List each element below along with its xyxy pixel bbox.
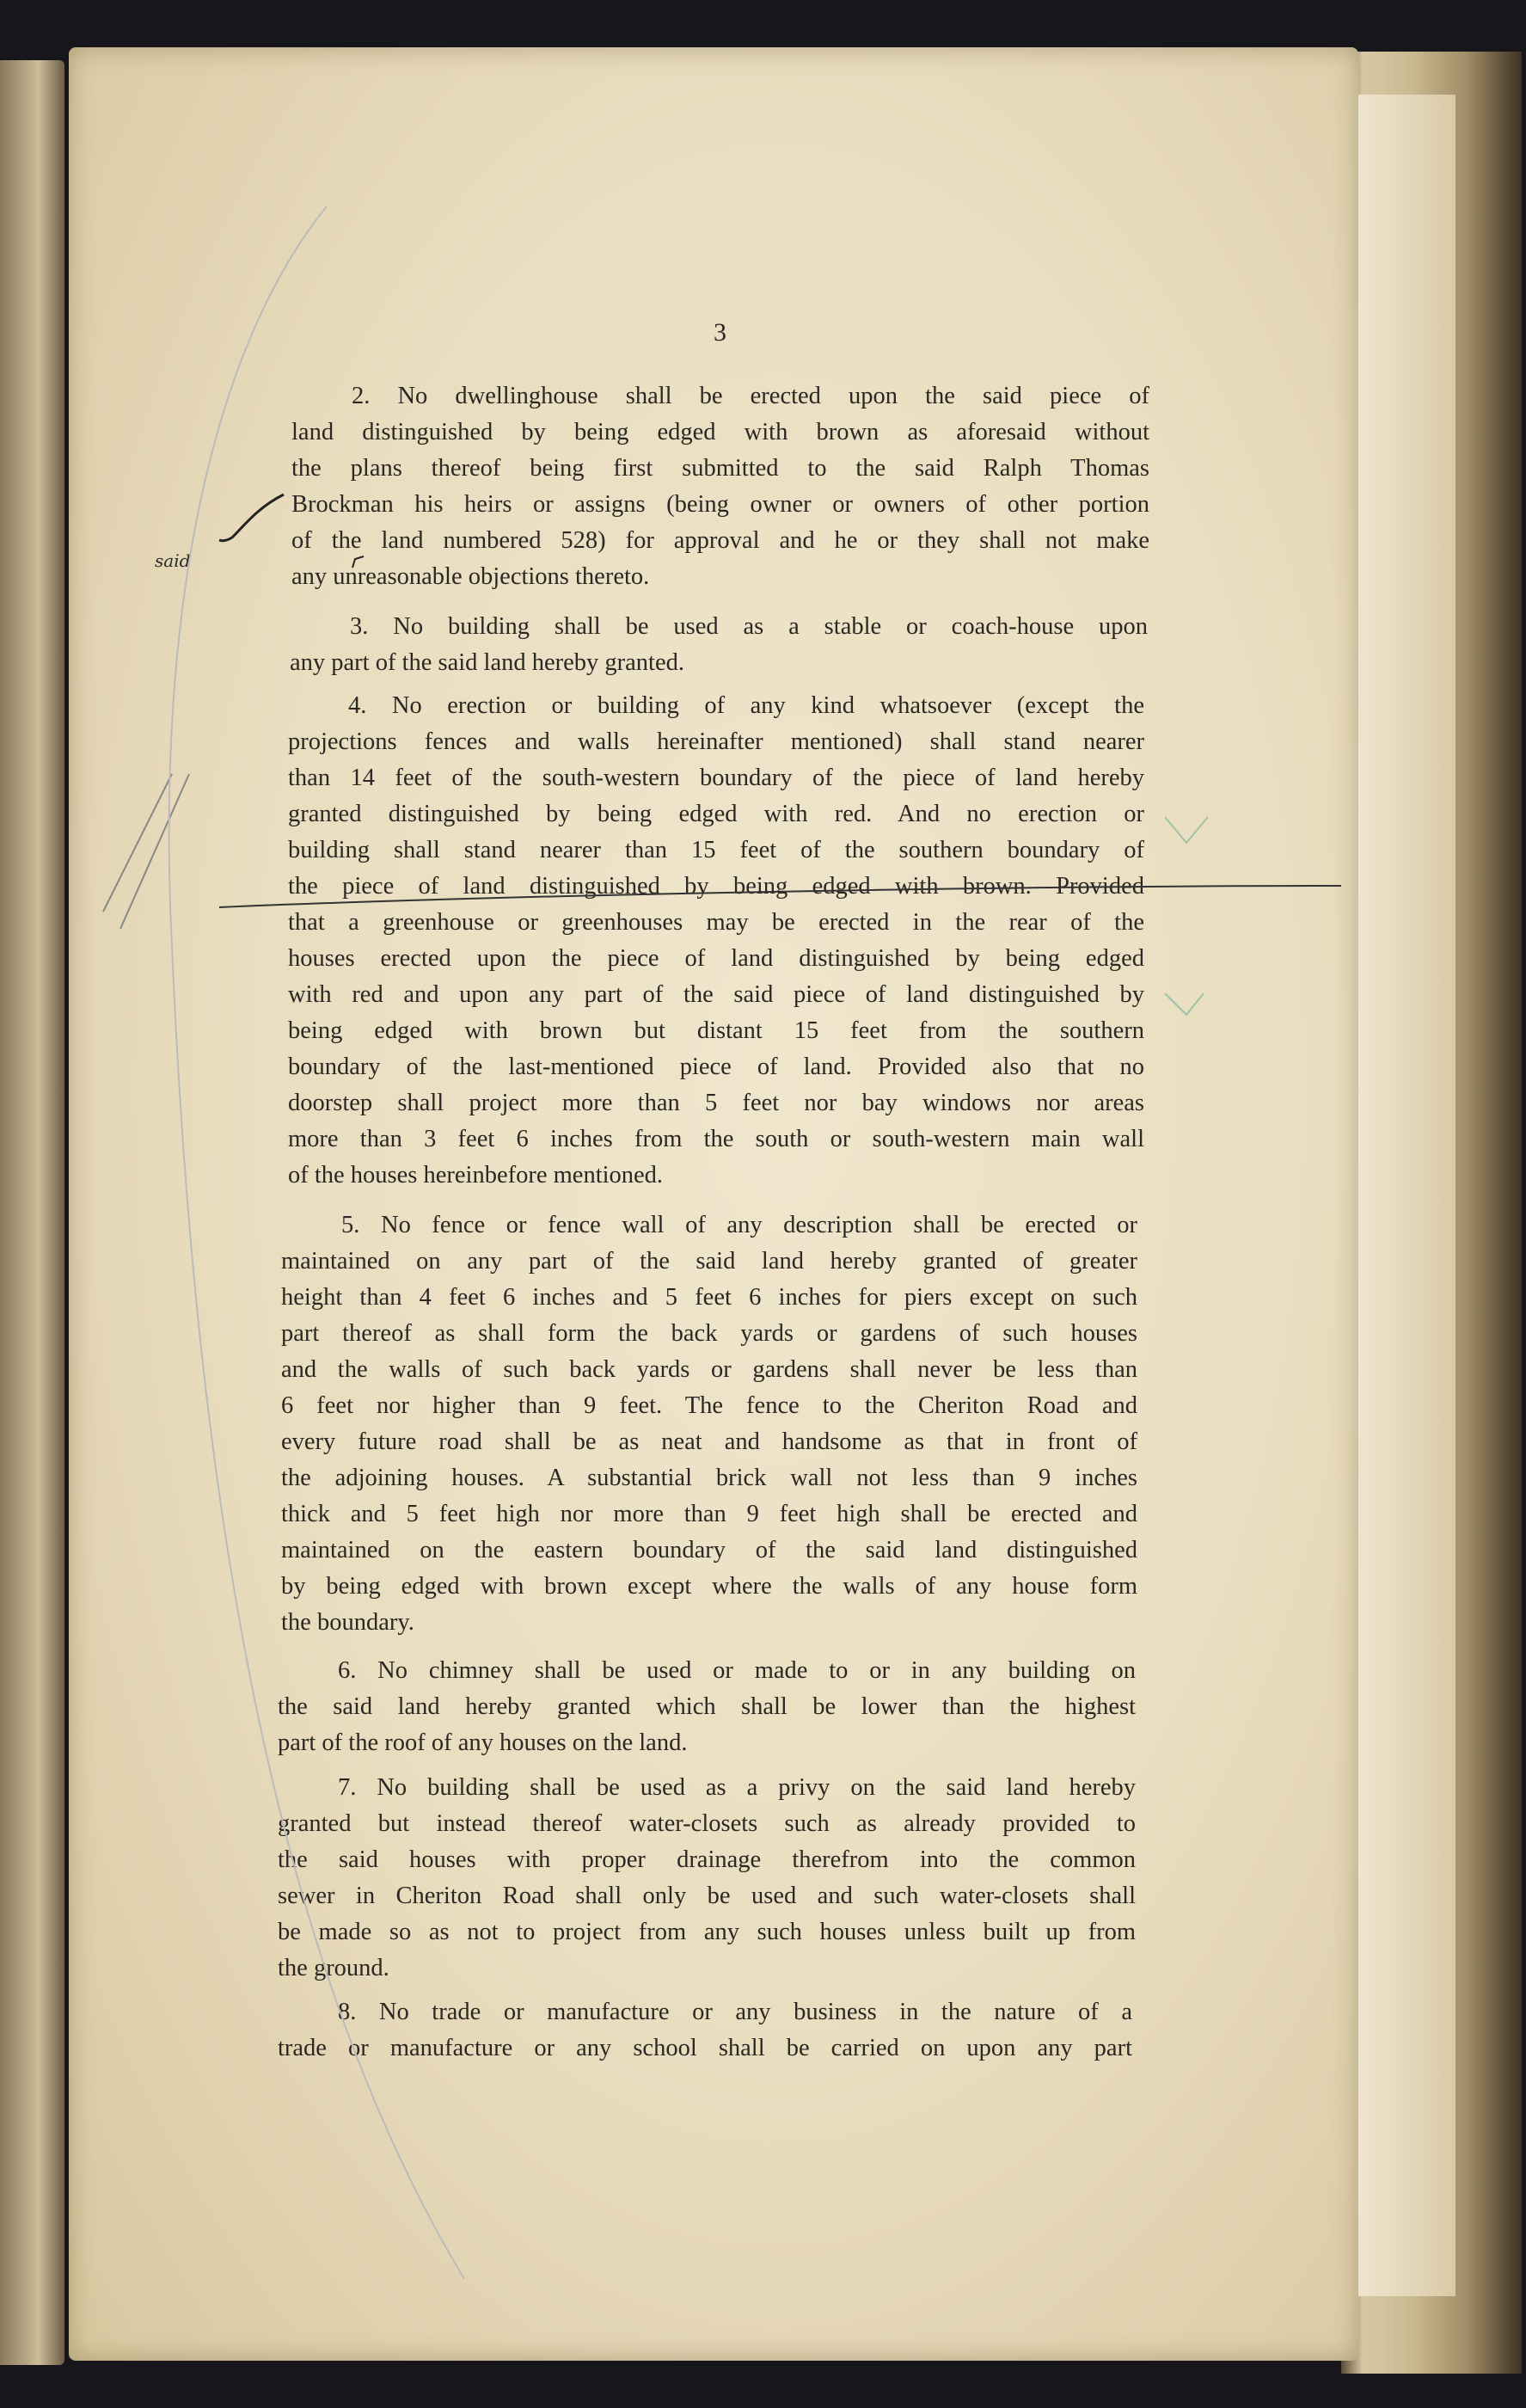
text-line: trade or manufacture or any school shall be carried on upon any part (278, 2035, 1132, 2061)
text-line: building shall stand nearer than 15 feet of the southern boundary of (288, 837, 1144, 863)
text-line: and the walls of such back yards or gardens shall never be less than (281, 1356, 1137, 1383)
text-line: any part of the said land hereby granted. (290, 649, 684, 676)
text-line: granted but instead thereof water-closets such as already provided to (278, 1810, 1136, 1837)
text-line: that a greenhouse or greenhouses may be erected in the rear of the (288, 909, 1144, 936)
caret-mark (352, 556, 364, 568)
text-line: the plans thereof being first submitted to the said Ralph Thomas (291, 455, 1149, 482)
text-line: 5. No fence or fence wall of any description shall be erected or (341, 1212, 1137, 1238)
text-line: projections fences and walls hereinafter mentioned) shall stand nearer (288, 728, 1144, 755)
text-line: 7. No building shall be used as a privy on the said land hereby (338, 1774, 1136, 1801)
text-line: part of the roof of any houses on the land. (278, 1729, 688, 1756)
text-line: 6 feet nor higher than 9 feet. The fence to the Cheriton Road and (281, 1392, 1137, 1419)
text-line: with red and upon any part of the said piece of land distinguished by (288, 981, 1144, 1008)
page-number: 3 (714, 318, 726, 347)
text-line: of the land numbered 528) for approval and he or they shall not make (291, 527, 1149, 554)
text-line: height than 4 feet 6 inches and 5 feet 6 inches for piers except on such (281, 1284, 1137, 1311)
text-line: being edged with brown but distant 15 feet from the southern (288, 1017, 1144, 1044)
text-line: 4. No erection or building of any kind whatsoever (except the (348, 692, 1144, 719)
text-line: doorstep shall project more than 5 feet nor bay windows nor areas (288, 1090, 1144, 1116)
handwritten-insert: said (155, 550, 191, 571)
text-line: every future road shall be as neat and handsome as that in front of (281, 1428, 1137, 1455)
text-line: the ground. (278, 1955, 389, 1981)
text-line: than 14 feet of the south-western boundary of the piece of land hereby (288, 765, 1144, 791)
text-line: thick and 5 feet high nor more than 9 feet high shall be erected and (281, 1501, 1137, 1527)
page-curve-line (169, 206, 464, 2279)
check-mark (1165, 817, 1208, 1015)
text-line: 8. No trade or manufacture or any business in the nature of a (338, 1999, 1132, 2025)
text-line: the piece of land distinguished by being edged with brown. Provided (288, 873, 1144, 900)
strike-line (219, 886, 1341, 907)
text-line: 3. No building shall be used as a stable or coach-house upon (350, 613, 1148, 640)
text-line: of the houses hereinbefore mentioned. (288, 1162, 664, 1189)
text-line: 2. No dwellinghouse shall be erected upon the said piece of (352, 383, 1149, 409)
text-line: more than 3 feet 6 inches from the south or south-western main wall (288, 1126, 1144, 1152)
text-line: maintained on the eastern boundary of the said land distinguished (281, 1537, 1137, 1563)
text-line: sewer in Cheriton Road shall only be used and such water-closets shall (278, 1883, 1136, 1909)
text-line: the said houses with proper drainage therefrom into the common (278, 1846, 1136, 1873)
text-line: boundary of the last-mentioned piece of land. Provided also that no (288, 1054, 1144, 1080)
text-line: any unreasonable objections thereto. (291, 563, 650, 590)
text-line: the said land hereby granted which shall be lower than the highest (278, 1693, 1136, 1720)
text-line: maintained on any part of the said land hereby granted of greater (281, 1248, 1137, 1275)
text-line: Brockman his heirs or assigns (being owner or owners of other portion (291, 491, 1149, 518)
margin-bracket-mark (219, 494, 284, 541)
text-line: the adjoining houses. A substantial brick wall not less than 9 inches (281, 1465, 1137, 1491)
text-line: houses erected upon the piece of land distinguished by being edged (288, 945, 1144, 972)
text-line: granted distinguished by being edged with red. And no erection or (288, 801, 1144, 827)
text-line: be made so as not to project from any such houses unless built up from (278, 1919, 1136, 1945)
text-line: 6. No chimney shall be used or made to or in any building on (338, 1657, 1136, 1684)
text-line: land distinguished by being edged with brown as aforesaid without (291, 419, 1149, 445)
text-line: the boundary. (281, 1609, 414, 1636)
text-line: by being edged with brown except where the walls of any house form (281, 1573, 1137, 1600)
margin-pencil-line (103, 774, 189, 929)
text-line: part thereof as shall form the back yards or gardens of such houses (281, 1320, 1137, 1347)
